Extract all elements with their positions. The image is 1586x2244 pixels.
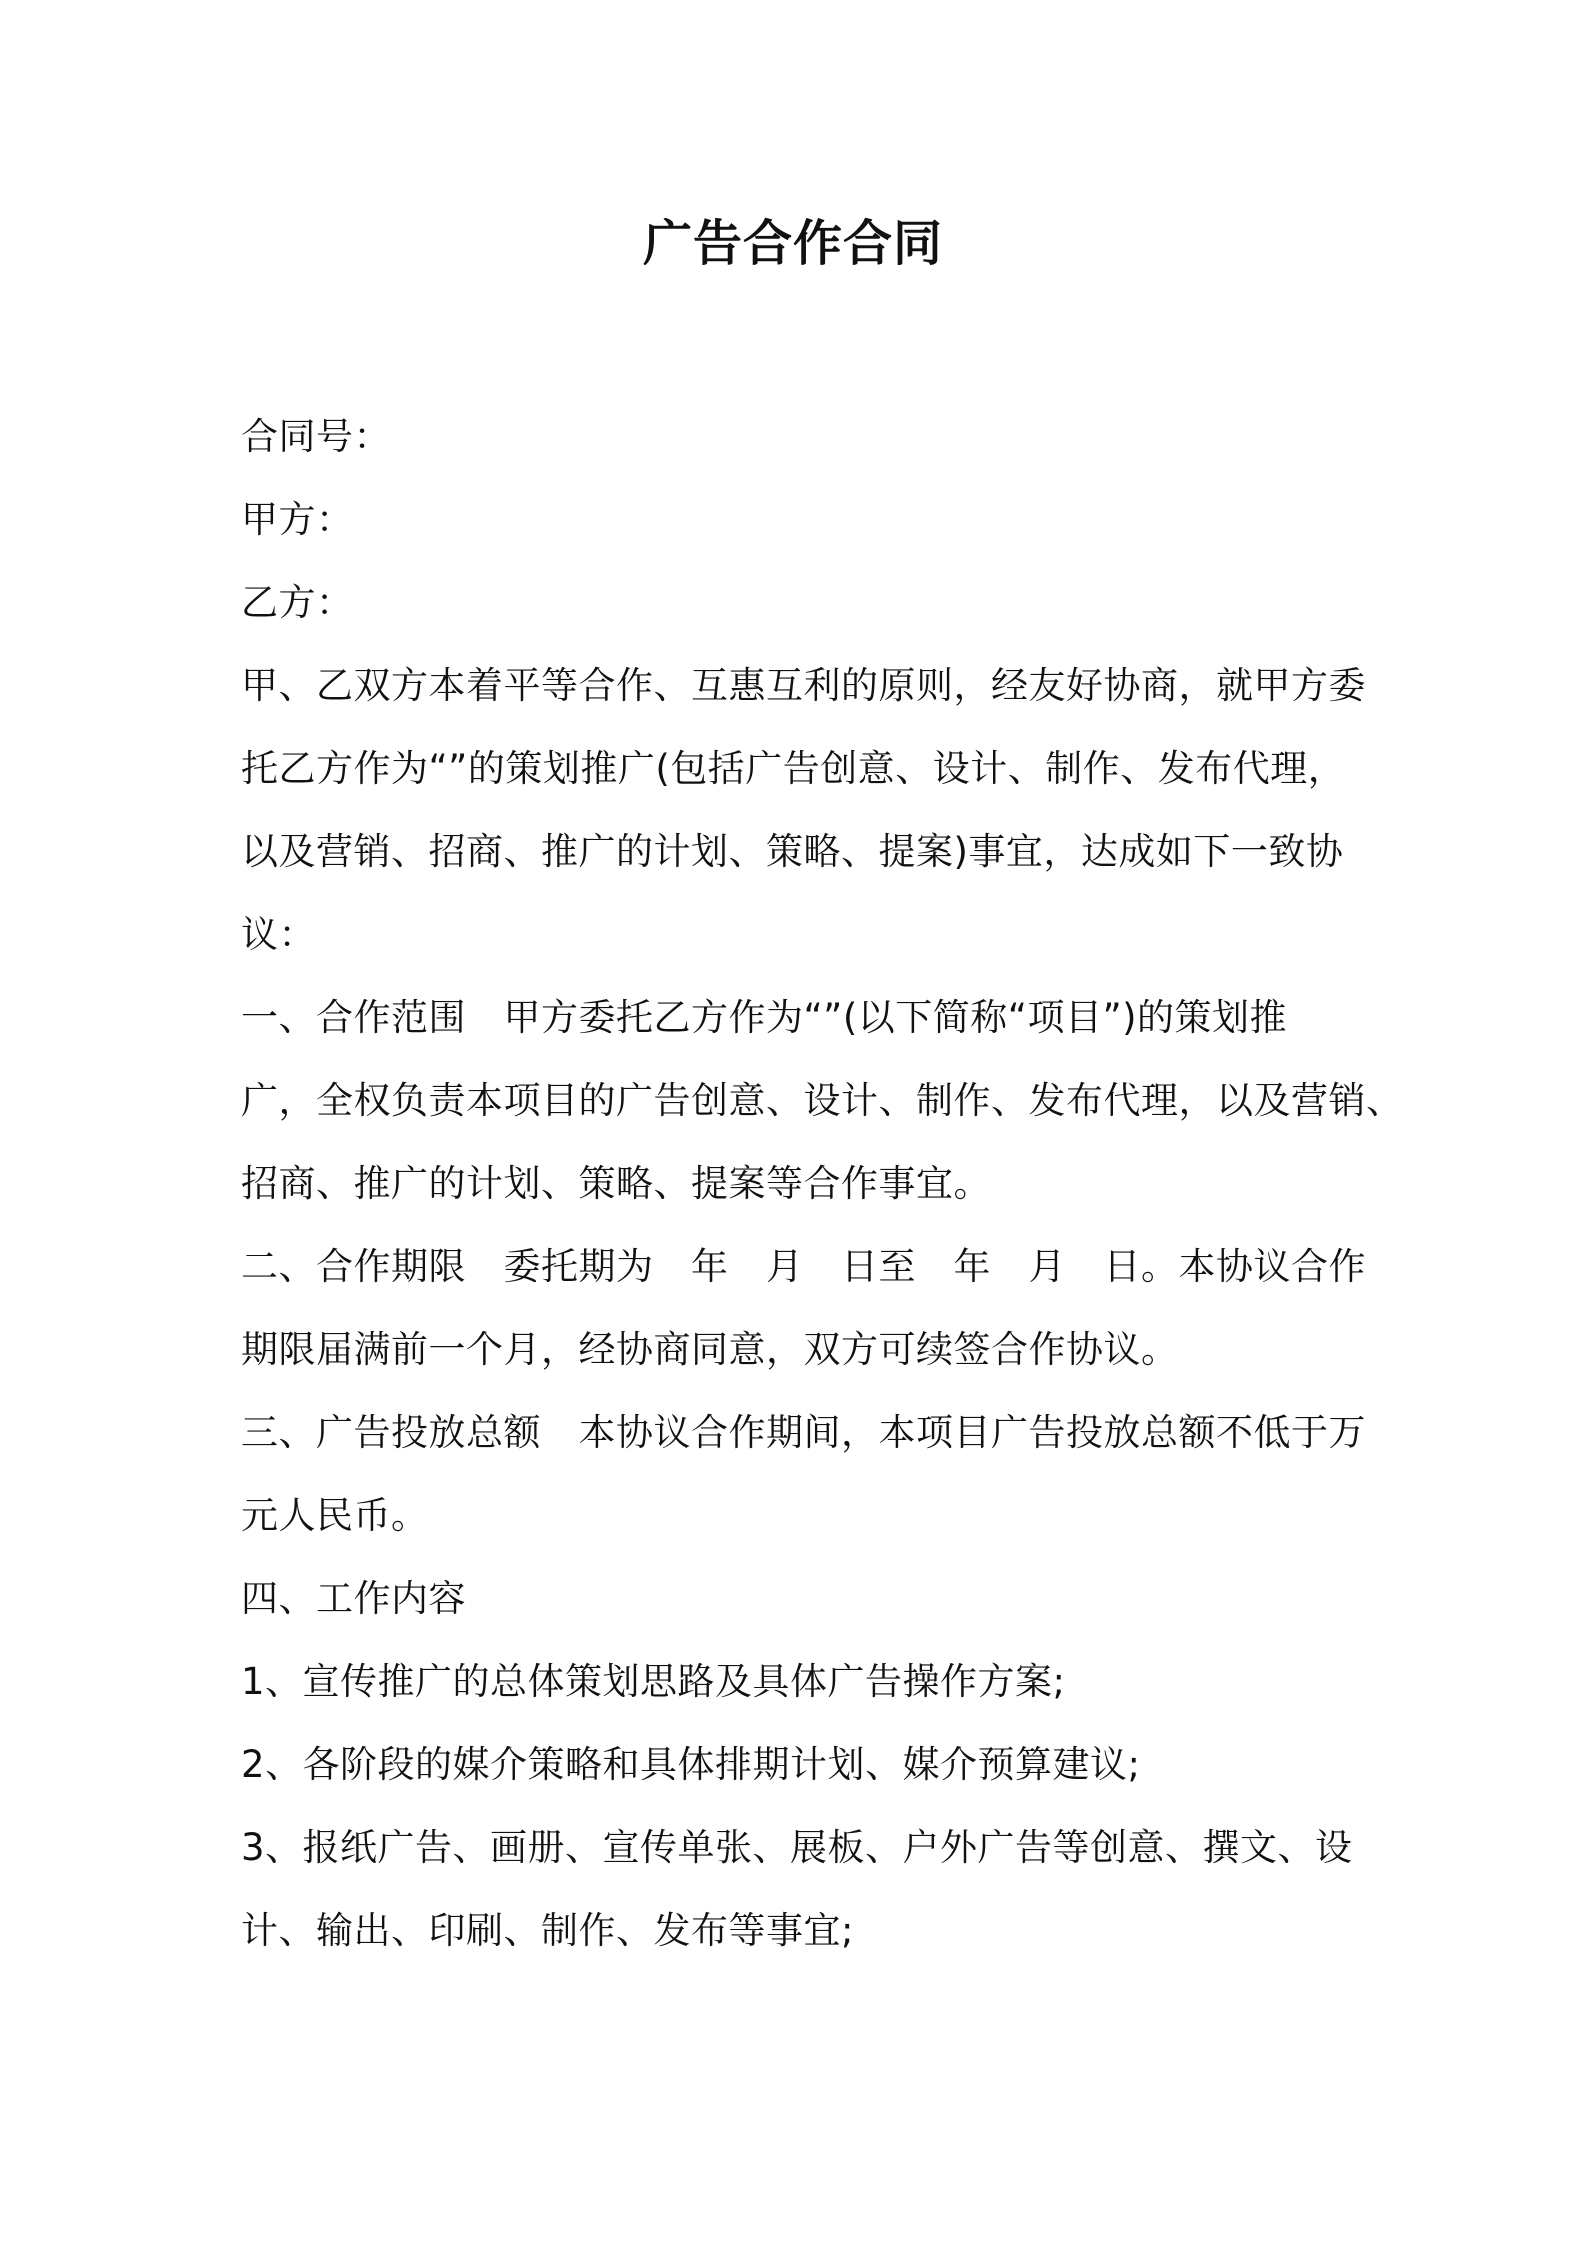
clause-2-line-2: 期限届满前一个月，经协商同意，双方可续签合作协议。 xyxy=(241,1328,1179,1371)
preamble-line-1: 甲、乙双方本着平等合作、互惠互利的原则，经友好协商，就甲方委 xyxy=(241,664,1366,707)
work-item-3-line-2: 计、输出、印刷、制作、发布等事宜; xyxy=(241,1909,854,1952)
preamble-line-3: 以及营销、招商、推广的计划、策略、提案)事宜，达成如下一致协 xyxy=(241,830,1344,873)
clause-3-line-1: 三、广告投放总额 本协议合作期间，本项目广告投放总额不低于万 xyxy=(241,1411,1366,1454)
clause-1-line-2: 广，全权负责本项目的广告创意、设计、制作、发布代理，以及营销、 xyxy=(241,1079,1404,1122)
work-item-1: 1、宣传推广的总体策划思路及具体广告操作方案; xyxy=(241,1660,1066,1703)
party-a-line: 甲方： xyxy=(241,498,354,541)
party-b-line: 乙方： xyxy=(241,581,354,624)
clause-3-line-2: 元人民币。 xyxy=(241,1494,429,1537)
clause-4-heading: 四、工作内容 xyxy=(241,1577,466,1620)
clause-1-line-3: 招商、推广的计划、策略、提案等合作事宜。 xyxy=(241,1162,991,1205)
clause-1-line-1: 一、合作范围 甲方委托乙方作为“”(以下简称“项目”)的策划推 xyxy=(241,996,1288,1039)
document-title: 广告合作合同 xyxy=(642,215,943,272)
clause-2-line-1: 二、合作期限 委托期为 年 月 日至 年 月 日。本协议合作 xyxy=(241,1245,1366,1288)
preamble-line-2: 托乙方作为“”的策划推广(包括广告创意、设计、制作、发布代理， xyxy=(241,747,1346,790)
work-item-2: 2、各阶段的媒介策略和具体排期计划、媒介预算建议; xyxy=(241,1743,1141,1786)
work-item-3-line-1: 3、报纸广告、画册、宣传单张、展板、户外广告等创意、撰文、设 xyxy=(241,1826,1353,1869)
preamble-line-4: 议： xyxy=(241,913,316,956)
contract-number-line: 合同号： xyxy=(241,415,391,458)
